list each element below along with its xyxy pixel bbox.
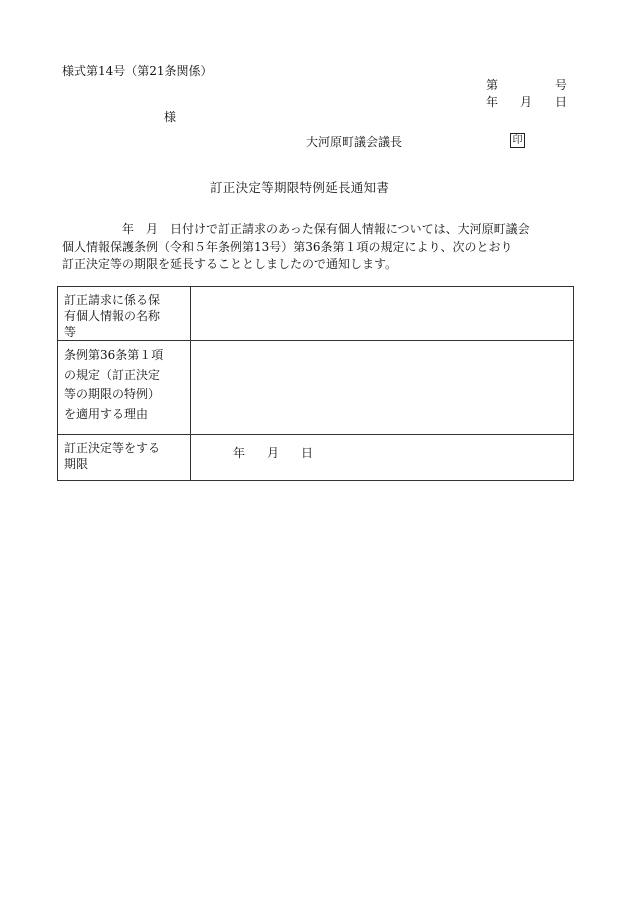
notice-body-text: 年 月 日付けで訂正請求のあった保有個人情報については、大河原町議会 個人情報保護条例（令和５年条例第13号）第36条第１項の規定により、次のとおり 訂正決定等の期限を延長することとしましたので通知します。 [62,222,530,271]
row-value-deadline [191,435,574,481]
deadline-date [191,435,573,459]
deadline-year: 年 [233,446,246,460]
issue-date-day: 日 [555,95,568,109]
table-row [58,287,574,341]
issue-date-year: 年 [486,95,499,109]
deadline-day: 日 [301,446,314,460]
document-title: 訂正決定等期限特例延長通知書 [210,180,390,195]
form-number: 様式第14号（第21条関係） [62,64,213,78]
row-label-reason [58,341,191,435]
row-label-text: 訂正請求に係る保 有個人情報の名称 等 [64,293,161,339]
issue-number-prefix: 第 [486,78,499,92]
issuer-name: 大河原町議会議長 [306,135,403,149]
row-label-info-name [58,287,191,341]
table-row [58,341,574,435]
addressee-suffix: 様 [164,110,177,124]
info-table [57,286,574,481]
row-label-text: 条例第36条第１項 の規定（訂正決定 等の期限の特例） を適用する理由 [64,348,164,421]
row-value-info-name [191,287,574,341]
row-value-reason [191,341,574,435]
issue-number-suffix: 号 [555,78,568,92]
deadline-month: 月 [267,446,280,460]
row-label-deadline [58,435,191,481]
row-label-text: 訂正決定等をする 期限 [64,441,161,471]
seal-mark: 印 [510,133,525,148]
table-row [58,435,574,481]
issue-date-month: 月 [520,95,533,109]
